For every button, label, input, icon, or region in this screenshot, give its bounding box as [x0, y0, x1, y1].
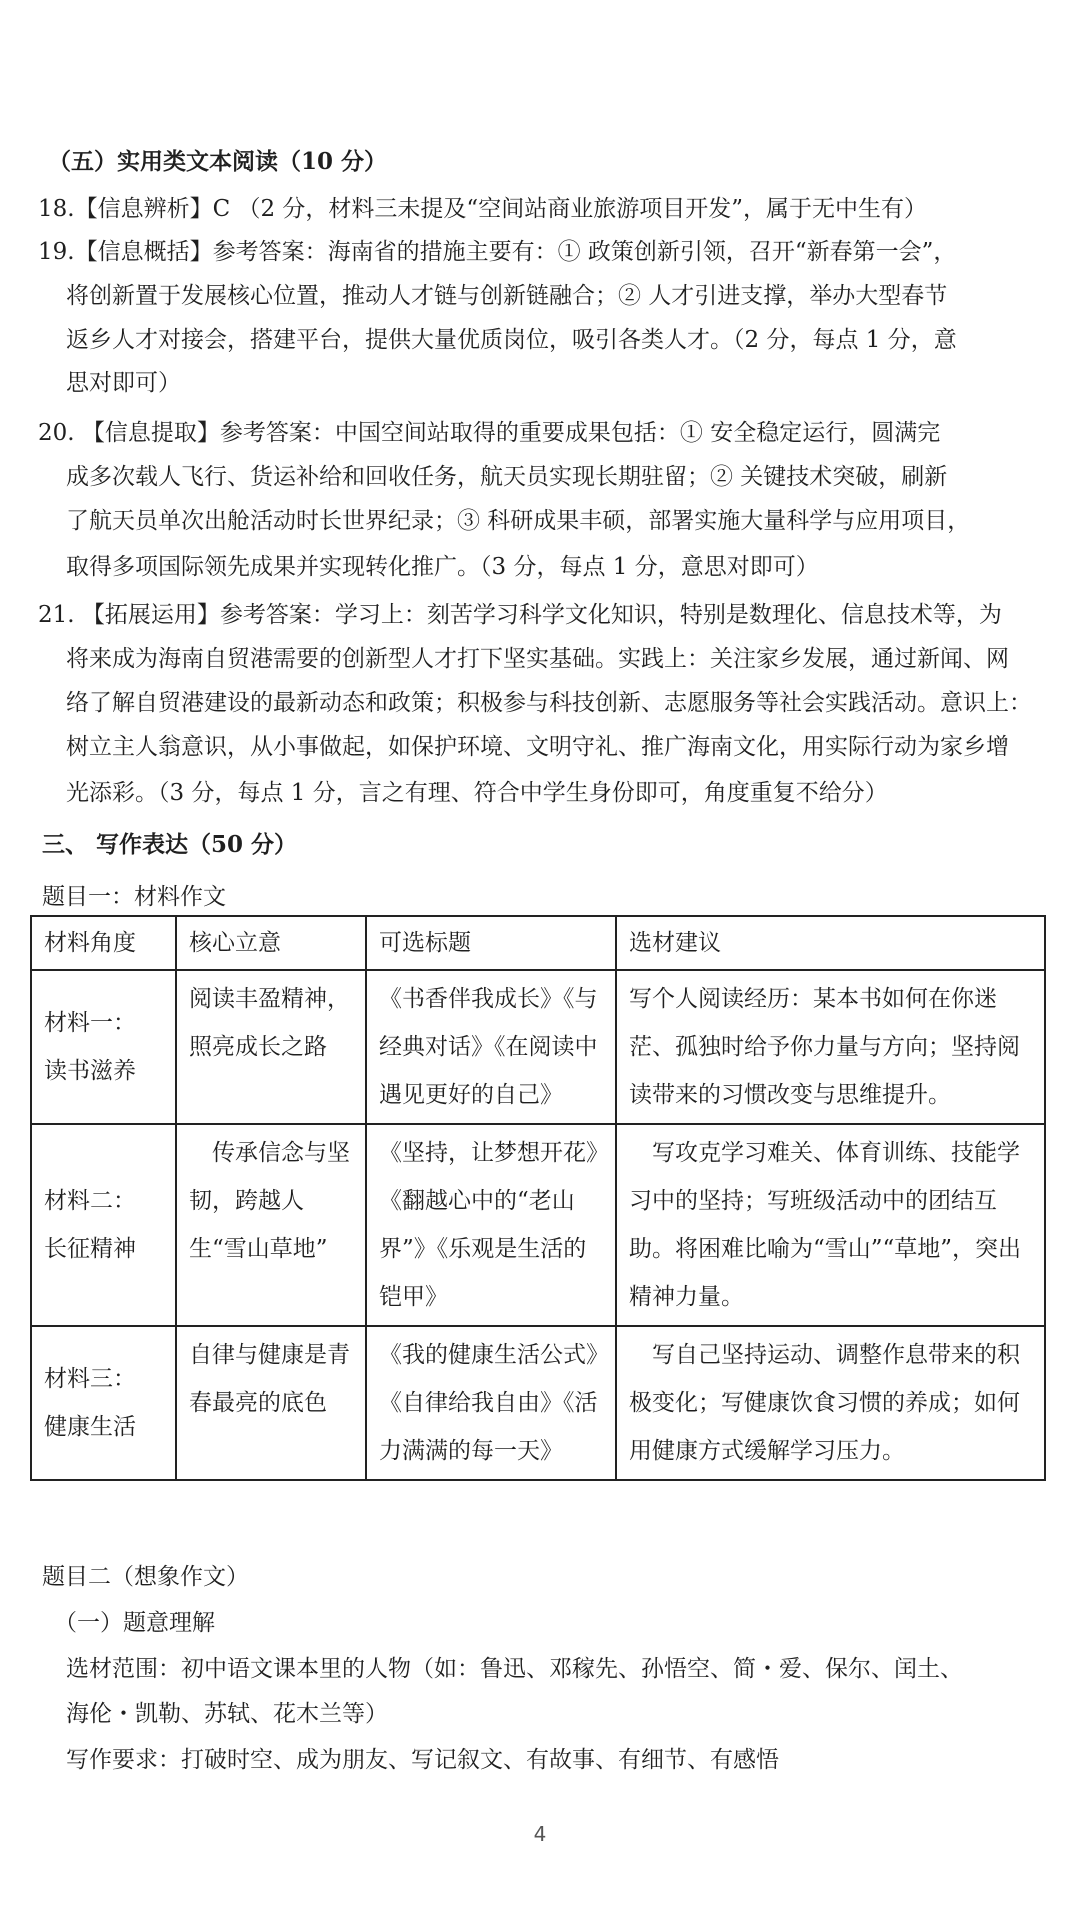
q21-line5: 光添彩。（3 分，每点 1 分，言之有理、符合中学生身份即可，角度重复不给分）: [66, 780, 888, 806]
material-label: 材料一：: [44, 1010, 136, 1036]
theme-cell: 传承信念与坚韧，跨越人生“雪山草地”: [176, 1124, 366, 1326]
advice-cell: 写攻克学习难关、体育训练、技能学习中的坚持；写班级活动中的团结互助。将困难比喻为“雪山”“草地”，突出精神力量。: [616, 1124, 1045, 1326]
material-label: 材料二：: [44, 1188, 136, 1214]
material-name: 读书滋养: [44, 1058, 136, 1084]
q19-line2: 将创新置于发展核心位置，推动人才链与创新链融合；② 人才引进支撑，举办大型春节: [66, 283, 948, 309]
topic2-requirements: 写作要求：打破时空、成为朋友、写记叙文、有故事、有细节、有感悟: [66, 1747, 779, 1773]
q20-line4: 取得多项国际领先成果并实现转化推广。（3 分，每点 1 分，意思对即可）: [66, 554, 819, 580]
theme-cell: 自律与健康是青春最亮的底色: [176, 1326, 366, 1480]
topic2-subheading: （一）题意理解: [54, 1610, 215, 1636]
material-name: 长征精神: [44, 1236, 136, 1262]
header-titles: 可选标题: [366, 916, 616, 970]
header-angle: 材料角度: [31, 916, 176, 970]
q21-line3: 络了解自贸港建设的最新动态和政策；积极参与科技创新、志愿服务等社会实践活动。意识上：: [66, 690, 1032, 716]
q19-line4: 思对即可）: [66, 370, 181, 396]
topic2-range-line1: 选材范围：初中语文课本里的人物（如：鲁迅、邓稼先、孙悟空、简・爱、保尔、闰土、: [66, 1656, 963, 1682]
table-row: [31, 970, 1045, 1124]
titles-cell: 《书香伴我成长》《与经典对话》《在阅读中遇见更好的自己》: [366, 970, 616, 1124]
material-label: 材料三：: [44, 1366, 136, 1392]
essay-guide-table: [30, 915, 1046, 1481]
topic1-title: 题目一：材料作文: [42, 884, 226, 910]
material-angle-cell: [31, 970, 176, 1124]
topic2-title: 题目二（想象作文）: [42, 1564, 249, 1590]
titles-cell: 《坚持，让梦想开花》《翻越心中的“老山界”》《乐观是生活的铠甲》: [366, 1124, 616, 1326]
material-name: 健康生活: [44, 1414, 136, 1440]
titles-cell: 《我的健康生活公式》《自律给我自由》《活力满满的每一天》: [366, 1326, 616, 1480]
header-theme: 核心立意: [176, 916, 366, 970]
material-angle-cell: [31, 1326, 176, 1480]
advice-cell: 写个人阅读经历：某本书如何在你迷茫、孤独时给予你力量与方向；坚持阅读带来的习惯改变与思维提升。: [616, 970, 1045, 1124]
header-advice: 选材建议: [616, 916, 1045, 970]
page-number: 4: [533, 1822, 547, 1846]
q19-line3: 返乡人才对接会，搭建平台，提供大量优质岗位，吸引各类人才。（2 分，每点 1 分，意: [66, 327, 957, 353]
table-header-row: [31, 916, 1045, 970]
q20-line2: 成多次载人飞行、货运补给和回收任务，航天员实现长期驻留；② 关键技术突破，刷新: [66, 464, 948, 490]
q18-line1: 18.【信息辨析】C （2 分，材料三未提及“空间站商业旅游项目开发”，属于无中生有）: [38, 196, 927, 222]
q20-line1: 20. 【信息提取】参考答案：中国空间站取得的重要成果包括：① 安全稳定运行，圆满完: [38, 420, 941, 446]
q21-line4: 树立主人翁意识，从小事做起，如保护环境、文明守礼、推广海南文化，用实际行动为家乡增: [66, 734, 1009, 760]
advice-cell: 写自己坚持运动、调整作息带来的积极变化；写健康饮食习惯的养成；如何用健康方式缓解学习压力。: [616, 1326, 1045, 1480]
q19-line1: 19.【信息概括】参考答案：海南省的措施主要有：① 政策创新引领，召开“新春第一会”，: [38, 239, 957, 265]
q20-line3: 了航天员单次出舱活动时长世界纪录；③ 科研成果丰硕，部署实施大量科学与应用项目，: [66, 508, 971, 534]
material-angle-cell: [31, 1124, 176, 1326]
table-row: [31, 1124, 1045, 1326]
q21-line1: 21. 【拓展运用】参考答案：学习上：刻苦学习科学文化知识，特别是数理化、信息技术等，为: [38, 602, 1002, 628]
theme-cell: 阅读丰盈精神，照亮成长之路: [176, 970, 366, 1124]
table-row: [31, 1326, 1045, 1480]
section-5-title: （五）实用类文本阅读（10 分）: [48, 148, 388, 175]
q21-line2: 将来成为海南自贸港需要的创新型人才打下坚实基础。实践上：关注家乡发展，通过新闻、网: [66, 646, 1009, 672]
topic2-range-line2: 海伦・凯勒、苏轼、花木兰等）: [66, 1701, 388, 1727]
section-3-title: 三、 写作表达（50 分）: [42, 831, 298, 858]
